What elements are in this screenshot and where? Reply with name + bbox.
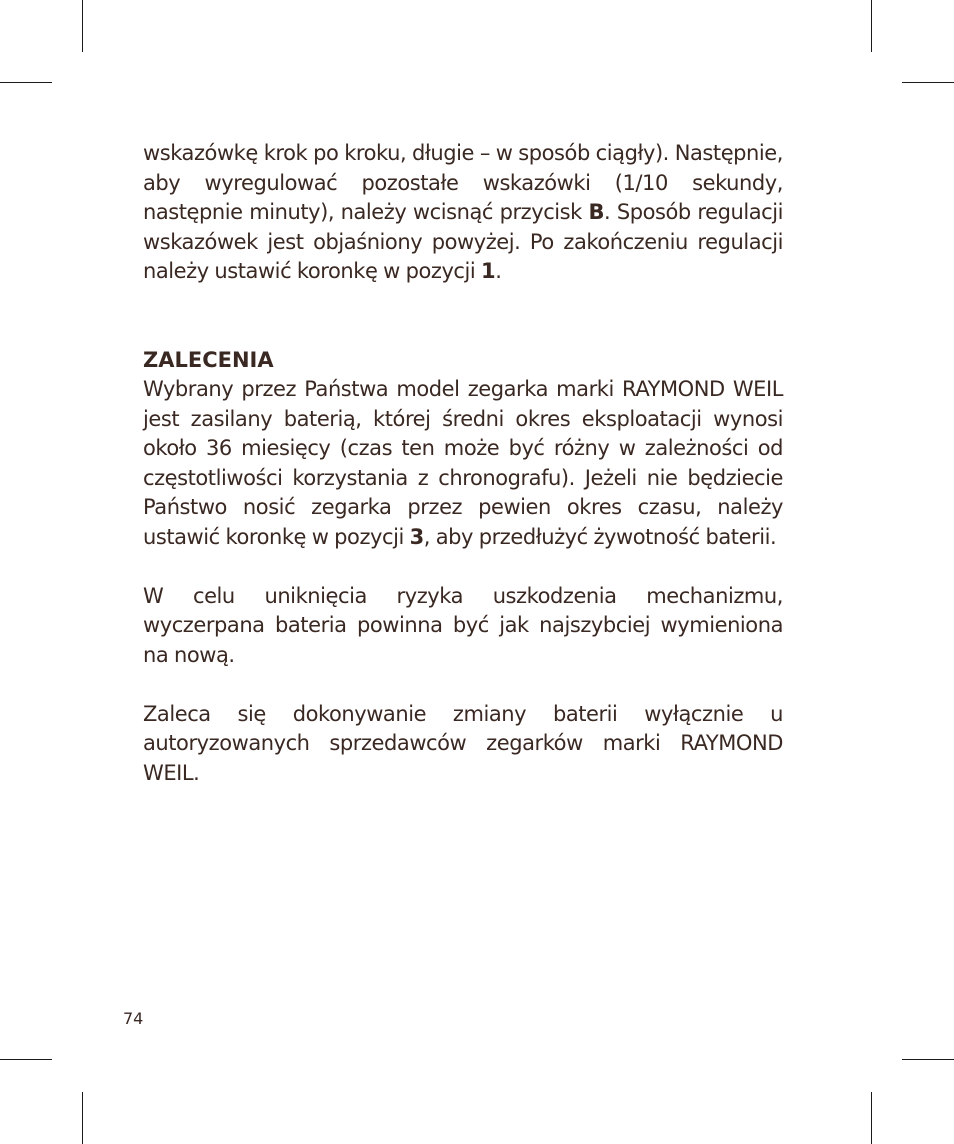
intro-text-3: .	[495, 259, 502, 283]
crop-mark-bottom-left-horizontal	[0, 1059, 52, 1060]
crop-mark-top-left-horizontal	[0, 82, 52, 83]
recommendation-text-2: , aby przedłużyć żywotność baterii.	[423, 524, 777, 549]
button-b-label: B	[588, 200, 605, 224]
intro-paragraph	[143, 139, 783, 287]
crop-mark-bottom-right-horizontal	[902, 1059, 954, 1060]
recommendation-paragraph-2: W celu uniknięcia ryzyka uszkodzenia mechanizmu, wyczerpana bateria powinna być jak najszybciej wymieniona na nową.	[143, 583, 783, 667]
page-number: 74	[123, 1009, 144, 1028]
crop-mark-top-right-horizontal	[902, 82, 954, 83]
intro-text-1: wskazówkę krok po kroku, długie – w sposób ciągły). Następnie, aby wyregulować pozostałe wskazówki (1/10 sekundy, następnie minuty), należy wcisnąć przycisk	[143, 141, 783, 224]
crop-mark-bottom-right-vertical	[871, 1092, 872, 1144]
recommendation-text-1: Wybrany przez Państwa model zegarka marki RAYMOND WEIL jest zasilany baterią, której średni okres eksploatacji wynosi około 36 miesięcy (czas ten może być różny w zależności od częstotliwości korzystania z chronografu). Jeżeli nie będziecie Państwo nosić zegarka przez pewien okres czasu, należy ustawić koronkę w pozycji	[143, 377, 783, 549]
page-content	[143, 139, 783, 788]
paragraph-spacer	[143, 552, 783, 582]
recommendation-paragraph-1	[143, 375, 783, 552]
recommendation-paragraph-3: Zaleca się dokonywanie zmiany baterii wyłącznie u autoryzowanych sprzedawców zegarków marki RAYMOND WEIL.	[143, 701, 783, 785]
section-heading: ZALECENIA	[143, 347, 274, 372]
crop-mark-top-left-vertical	[82, 0, 83, 52]
crown-position-1-label: 1	[481, 259, 496, 283]
crown-position-3-label: 3	[409, 524, 424, 549]
intro-text-2: . Sposób regulacji wskazówek jest objaśniony powyżej. Po zakończeniu regulacji należy ustawić koronkę w pozycji	[143, 200, 783, 283]
crop-mark-bottom-left-vertical	[82, 1092, 83, 1144]
paragraph-spacer	[143, 670, 783, 700]
crop-mark-top-right-vertical	[871, 0, 872, 52]
